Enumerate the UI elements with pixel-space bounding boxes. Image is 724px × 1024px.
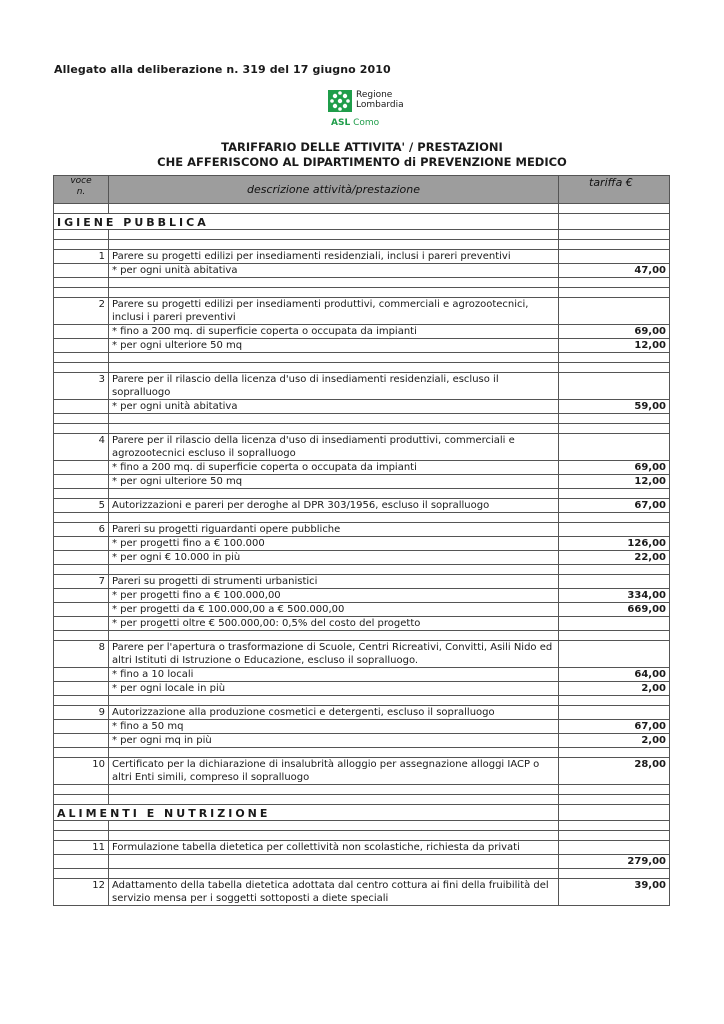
table-cell xyxy=(54,748,109,758)
table-row xyxy=(54,575,670,589)
table-row xyxy=(54,434,670,461)
table-row xyxy=(54,339,670,353)
table-cell: 67,00 xyxy=(559,499,670,513)
table-cell xyxy=(559,565,670,575)
table-cell: 2,00 xyxy=(559,734,670,748)
table-cell xyxy=(54,734,109,748)
table-row xyxy=(54,264,670,278)
table-cell xyxy=(559,706,670,720)
table-cell: 69,00 xyxy=(559,461,670,475)
table-cell: Parere per il rilascio della licenza d'uso di insediamenti residenziali, escluso il sopralluogo xyxy=(109,373,559,400)
table-cell xyxy=(54,696,109,706)
table-cell: ALIMENTI E NUTRIZIONE xyxy=(54,805,559,821)
table-cell xyxy=(54,264,109,278)
table-cell: 8 xyxy=(54,641,109,668)
table-cell: 64,00 xyxy=(559,668,670,682)
table-cell xyxy=(559,831,670,841)
table-row xyxy=(54,641,670,668)
table-cell: Autorizzazione alla produzione cosmetici e detergenti, escluso il sopralluogo xyxy=(109,706,559,720)
table-row xyxy=(54,879,670,906)
table-cell xyxy=(54,831,109,841)
table-cell: * fino a 10 locali xyxy=(109,668,559,682)
table-cell: * per progetti oltre € 500.000,00: 0,5% del costo del progetto xyxy=(109,617,559,631)
table-cell xyxy=(109,424,559,434)
col-n: n. xyxy=(76,187,86,197)
table-cell: 9 xyxy=(54,706,109,720)
table-cell xyxy=(54,339,109,353)
table-cell xyxy=(54,400,109,414)
table-row xyxy=(54,603,670,617)
table-cell xyxy=(54,489,109,499)
table-header xyxy=(54,176,670,204)
table-cell xyxy=(54,288,109,298)
table-cell: 126,00 xyxy=(559,537,670,551)
col-descrizione: descrizione attività/prestazione xyxy=(109,176,559,204)
table-cell: 67,00 xyxy=(559,720,670,734)
col-voce: voce xyxy=(70,176,92,186)
table-cell xyxy=(559,230,670,240)
table-row xyxy=(54,461,670,475)
table-cell xyxy=(109,230,559,240)
table-cell xyxy=(559,513,670,523)
table-cell: 6 xyxy=(54,523,109,537)
table-cell xyxy=(559,575,670,589)
table-cell xyxy=(559,805,670,821)
table-cell: 59,00 xyxy=(559,400,670,414)
table-cell: Certificato per la dichiarazione di insalubrità alloggio per assegnazione alloggi IACP o altri Enti simili, compreso il sopralluogo xyxy=(109,758,559,785)
table-cell xyxy=(54,869,109,879)
table-cell xyxy=(109,785,559,795)
table-cell: * per ogni unità abitativa xyxy=(109,264,559,278)
table-row xyxy=(54,499,670,513)
table-cell xyxy=(559,288,670,298)
table-cell xyxy=(559,785,670,795)
table-cell xyxy=(559,363,670,373)
table-cell: Parere su progetti edilizi per insediamenti produttivi, commerciali e agrozootecnici, inclusi i pareri preventivi xyxy=(109,298,559,325)
table-cell: * per progetti fino a € 100.000 xyxy=(109,537,559,551)
table-row xyxy=(54,373,670,400)
table-cell: 5 xyxy=(54,499,109,513)
table-cell xyxy=(54,475,109,489)
table-cell xyxy=(54,537,109,551)
table-cell xyxy=(559,204,670,214)
table-cell xyxy=(54,821,109,831)
table-cell xyxy=(54,682,109,696)
table-cell xyxy=(54,424,109,434)
table-cell xyxy=(54,414,109,424)
table-cell xyxy=(109,278,559,288)
table-cell xyxy=(54,785,109,795)
table-cell xyxy=(109,240,559,250)
table-cell: Autorizzazioni e pareri per deroghe al DPR 303/1956, escluso il sopralluogo xyxy=(109,499,559,513)
table-cell xyxy=(559,373,670,400)
table-cell xyxy=(109,353,559,363)
table-cell: Pareri su progetti riguardanti opere pubbliche xyxy=(109,523,559,537)
table-cell xyxy=(559,489,670,499)
table-cell xyxy=(559,298,670,325)
table-cell: 669,00 xyxy=(559,603,670,617)
table-cell: * per ogni ulteriore 50 mq xyxy=(109,475,559,489)
table-cell: Parere su progetti edilizi per insediamenti residenziali, inclusi i pareri preventivi xyxy=(109,250,559,264)
table-cell xyxy=(559,424,670,434)
table-cell xyxy=(109,869,559,879)
table-cell: 2 xyxy=(54,298,109,325)
table-row xyxy=(54,758,670,785)
table-cell: 69,00 xyxy=(559,325,670,339)
table-cell xyxy=(109,631,559,641)
table-cell xyxy=(559,869,670,879)
regione-lombardia-logo xyxy=(328,88,418,134)
table-cell xyxy=(54,855,109,869)
table-cell xyxy=(559,214,670,230)
asl-label: ASL Como xyxy=(331,118,380,128)
table-cell xyxy=(54,551,109,565)
table-row xyxy=(54,551,670,565)
rosa-camuna-icon xyxy=(328,90,352,112)
table-cell xyxy=(54,325,109,339)
table-cell: Parere per il rilascio della licenza d'uso di insediamenti produttivi, commerciali e agrozootecnici escluso il sopralluogo xyxy=(109,434,559,461)
table-cell xyxy=(109,831,559,841)
table-cell xyxy=(559,278,670,288)
table-cell xyxy=(109,565,559,575)
table-cell: Parere per l'apertura o trasformazione di Scuole, Centri Ricreativi, Convitti, Asili Nido ed altri Istituti di Istruzione o Educazione, escluso il sopralluogo. xyxy=(109,641,559,668)
table-row xyxy=(54,589,670,603)
table-cell xyxy=(54,353,109,363)
table-cell xyxy=(109,414,559,424)
table-cell xyxy=(109,748,559,758)
table-row xyxy=(54,475,670,489)
table-row xyxy=(54,325,670,339)
section-alimenti-nutrizione xyxy=(54,805,670,821)
table-cell: * per ogni locale in più xyxy=(109,682,559,696)
table-cell xyxy=(109,288,559,298)
table-cell: * fino a 50 mq xyxy=(109,720,559,734)
table-row xyxy=(54,537,670,551)
table-cell: 47,00 xyxy=(559,264,670,278)
table-cell xyxy=(54,461,109,475)
table-cell xyxy=(54,720,109,734)
table-cell: Formulazione tabella dietetica per collettività non scolastiche, richiesta da privati xyxy=(109,841,559,855)
table-cell xyxy=(54,204,109,214)
table-cell: 22,00 xyxy=(559,551,670,565)
table-cell: 12,00 xyxy=(559,339,670,353)
table-row xyxy=(54,298,670,325)
table-cell xyxy=(54,668,109,682)
table-cell: * per progetti da € 100.000,00 a € 500.000,00 xyxy=(109,603,559,617)
table-cell: 12 xyxy=(54,879,109,906)
table-cell xyxy=(54,176,109,204)
table-cell: 39,00 xyxy=(559,879,670,906)
table-cell xyxy=(559,696,670,706)
table-cell xyxy=(559,821,670,831)
table-row xyxy=(54,250,670,264)
table-cell: 10 xyxy=(54,758,109,785)
table-cell xyxy=(54,230,109,240)
table-cell xyxy=(559,523,670,537)
table-cell: 334,00 xyxy=(559,589,670,603)
table-cell xyxy=(109,821,559,831)
table-cell xyxy=(559,414,670,424)
table-row xyxy=(54,855,670,869)
table-cell xyxy=(54,565,109,575)
logo-line-1: Regione xyxy=(356,90,393,100)
table-cell xyxy=(54,363,109,373)
table-row xyxy=(54,668,670,682)
table-cell xyxy=(54,603,109,617)
table-cell: 11 xyxy=(54,841,109,855)
table-cell xyxy=(109,204,559,214)
table-cell: 4 xyxy=(54,434,109,461)
table-cell xyxy=(109,795,559,805)
table-row xyxy=(54,523,670,537)
logo-line-2: Lombardia xyxy=(356,100,404,110)
section-igiene-pubblica xyxy=(54,214,670,230)
table-row xyxy=(54,841,670,855)
table-row xyxy=(54,734,670,748)
table-cell: 28,00 xyxy=(559,758,670,785)
table-cell: * fino a 200 mq. di superficie coperta o occupata da impianti xyxy=(109,461,559,475)
table-cell: * per progetti fino a € 100.000,00 xyxy=(109,589,559,603)
asl-city: Como xyxy=(353,118,380,128)
table-cell: 1 xyxy=(54,250,109,264)
table-cell: 12,00 xyxy=(559,475,670,489)
table-cell xyxy=(54,278,109,288)
table-cell xyxy=(54,617,109,631)
page-title-line-2: CHE AFFERISCONO AL DIPARTIMENTO di PREVENZIONE MEDICO xyxy=(157,155,567,169)
table-cell: Pareri su progetti di strumenti urbanistici xyxy=(109,575,559,589)
table-cell: 2,00 xyxy=(559,682,670,696)
table-cell xyxy=(559,841,670,855)
table-cell: * per ogni ulteriore 50 mq xyxy=(109,339,559,353)
table-cell: Adattamento della tabella dietetica adottata dal centro cottura ai fini della fruibilità del servizio mensa per i soggetti sottoposti a diete speciali xyxy=(109,879,559,906)
table-row xyxy=(54,682,670,696)
table-row xyxy=(54,400,670,414)
table-cell: 3 xyxy=(54,373,109,400)
table-cell xyxy=(54,240,109,250)
tariff-table xyxy=(53,175,670,906)
table-cell xyxy=(54,513,109,523)
table-cell xyxy=(109,855,559,869)
table-cell: 7 xyxy=(54,575,109,589)
table-cell: * per ogni unità abitativa xyxy=(109,400,559,414)
table-cell xyxy=(559,353,670,363)
table-cell: * fino a 200 mq. di superficie coperta o occupata da impianti xyxy=(109,325,559,339)
table-cell xyxy=(109,513,559,523)
table-cell: * per ogni € 10.000 in più xyxy=(109,551,559,565)
table-cell xyxy=(559,748,670,758)
table-cell xyxy=(559,795,670,805)
table-cell xyxy=(54,795,109,805)
table-cell xyxy=(54,631,109,641)
table-row xyxy=(54,706,670,720)
table-cell xyxy=(559,250,670,264)
table-cell xyxy=(559,240,670,250)
table-cell xyxy=(559,434,670,461)
table-cell: * per ogni mq in più xyxy=(109,734,559,748)
table-cell xyxy=(109,489,559,499)
table-cell xyxy=(109,696,559,706)
table-row xyxy=(54,720,670,734)
table-cell: IGIENE PUBBLICA xyxy=(54,214,559,230)
table-cell xyxy=(109,363,559,373)
table-cell xyxy=(559,641,670,668)
col-tariffa: tariffa € xyxy=(559,176,670,204)
annex-reference: Allegato alla deliberazione n. 319 del 17 giugno 2010 xyxy=(54,63,391,76)
table-cell xyxy=(559,631,670,641)
table-row xyxy=(54,617,670,631)
table-cell xyxy=(559,617,670,631)
table-cell: 279,00 xyxy=(559,855,670,869)
page-title-line-1: TARIFFARIO DELLE ATTIVITA' / PRESTAZIONI xyxy=(221,140,503,154)
table-cell xyxy=(54,589,109,603)
